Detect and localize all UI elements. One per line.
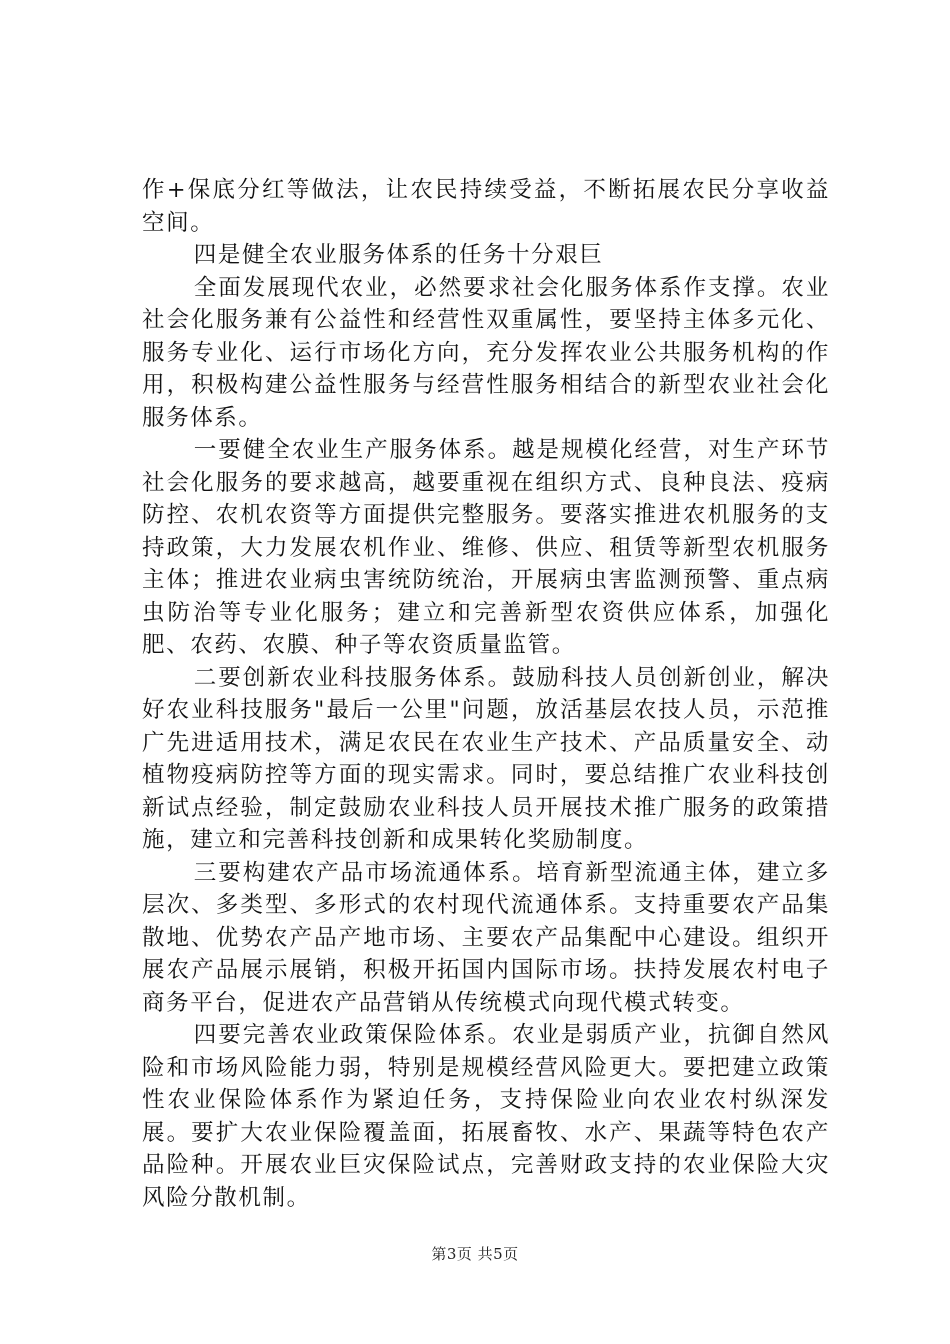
section-heading: 四是健全农业服务体系的任务十分艰巨 (193, 242, 604, 268)
paragraph-production-service: 一要健全农业生产服务体系。越是规模化经营，对生产环节社会化服务的要求越高，越要重视在组织方式、良种良法、疫病防控、农机农资等方面提供完整服务。要落实推进农机服务的支持政策，大力发展农机作业、维修、供应、租赁等新型农机服务主体；推进农业病虫害统防统治，开展病虫害监测预警、重点病虫防治等专业化服务；建立和完善新型农资供应体系，加强化肥、农药、农膜、种子等农资质量监管。 (142, 437, 830, 658)
paragraph-market-circulation: 三要构建农产品市场流通体系。培育新型流通主体，建立多层次、多类型、多形式的农村现代流通体系。支持重要农产品集散地、优势农产品产地市场、主要农产品集配中心建设。组织开展农产品展示展销，积极开拓国内国际市场。扶持发展农村电子商务平台，促进农产品营销从传统模式向现代模式转变。 (142, 859, 830, 1016)
paragraph-continuation: 作+保底分红等做法，让农民持续受益，不断拓展农民分享收益空间。 (142, 177, 830, 236)
paragraph-insurance: 四要完善农业政策保险体系。农业是弱质产业，抗御自然风险和市场风险能力弱，特别是规模经营风险更大。要把建立政策性农业保险体系作为紧迫任务，支持保险业向农业农村纵深发展。要扩大农业保险覆盖面，拓展畜牧、水产、果蔬等特色农产品险种。开展农业巨灾保险试点，完善财政支持的农业保险大灾风险分散机制。 (142, 1022, 830, 1211)
document-body (142, 174, 830, 1214)
paragraph-intro: 全面发展现代农业，必然要求社会化服务体系作支撑。农业社会化服务兼有公益性和经营性双重属性，要坚持主体多元化、服务专业化、运行市场化方向，充分发挥农业公共服务机构的作用，积极构建公益性服务与经营性服务相结合的新型农业社会化服务体系。 (142, 274, 830, 431)
page-footer: 第3页 共5页 (431, 1245, 519, 1263)
paragraph-tech-service: 二要创新农业科技服务体系。鼓励科技人员创新创业，解决好农业科技服务"最后一公里"问题，放活基层农技人员，示范推广先进适用技术，满足农民在农业生产技术、产品质量安全、动植物疫病防控等方面的现实需求。同时，要总结推广农业科技创新试点经验，制定鼓励农业科技人员开展技术推广服务的政策措施，建立和完善科技创新和成果转化奖励制度。 (142, 664, 830, 853)
